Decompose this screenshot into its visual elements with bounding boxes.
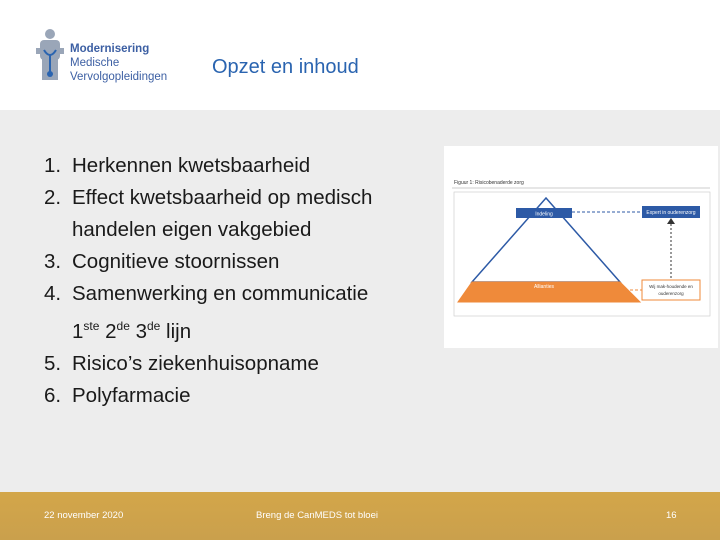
slide-title: Opzet en inhoud: [212, 56, 359, 78]
slide-header: [0, 0, 720, 110]
ordinal-2-suffix: de: [116, 319, 130, 333]
ordinal-2: 2: [105, 320, 117, 343]
logo-line-2: Medische: [70, 57, 120, 69]
ouderenzorg-label-2: ouderenzorg: [658, 291, 684, 296]
list-text: Polyfarmacie: [72, 384, 191, 407]
list-number: 1.: [44, 154, 62, 177]
slide-footer: [0, 492, 720, 540]
list-item: [44, 246, 444, 278]
list-text: Herkennen kwetsbaarheid: [72, 154, 311, 177]
list-text-main: Samenwerking en communicatie: [72, 282, 369, 305]
list-item: [44, 182, 444, 246]
logo: [34, 28, 184, 88]
ordinal-3-suffix: de: [147, 319, 161, 333]
list-item: [44, 380, 444, 412]
list-item: [44, 348, 444, 380]
pyramid-diagram: [444, 146, 718, 348]
expert-label: Expert in ouderenzorg: [646, 210, 696, 216]
ordinal-1-suffix: ste: [83, 319, 100, 333]
list-number: 2.: [44, 186, 62, 209]
logo-line-1: Modernisering: [70, 43, 150, 55]
footer-tagline: Breng de CanMEDS tot bloei: [256, 510, 378, 521]
footer-date: 22 november 2020: [44, 510, 124, 521]
indeling-label: Indeling: [535, 211, 553, 218]
page-number: 16: [666, 510, 677, 521]
list-number: 3.: [44, 250, 62, 273]
ordinal-1: 1: [72, 320, 84, 343]
logo-line-3: Vervolgopleidingen: [70, 71, 168, 83]
list-text: [72, 278, 444, 348]
list-text-tail: lijn: [160, 320, 192, 343]
logo-figure-icon: [34, 28, 68, 84]
list-number: 6.: [44, 384, 62, 407]
ouderenzorg-box: [642, 280, 700, 300]
list-item: [44, 150, 444, 182]
list-text: Risico’s ziekenhuisopname: [72, 352, 319, 375]
list-number: 4.: [44, 282, 62, 305]
ordinal-3: 3: [135, 320, 147, 343]
logo-text: [70, 42, 167, 84]
figure-caption: Figuur 1: Risicobenaderde zorg: [454, 180, 524, 186]
ouderenzorg-label-1: Wij mak-houdende en: [649, 284, 693, 289]
list-number: 5.: [44, 352, 62, 375]
arrow-up-icon: [667, 218, 675, 224]
topic-list: [44, 150, 444, 412]
list-text: Effect kwetsbaarheid op medisch handelen eigen vakgebied: [72, 186, 373, 241]
allianties-label: Allianties: [533, 284, 555, 290]
list-item: [44, 278, 444, 348]
pyramid-figure: [444, 146, 718, 348]
list-text: Cognitieve stoornissen: [72, 250, 280, 273]
